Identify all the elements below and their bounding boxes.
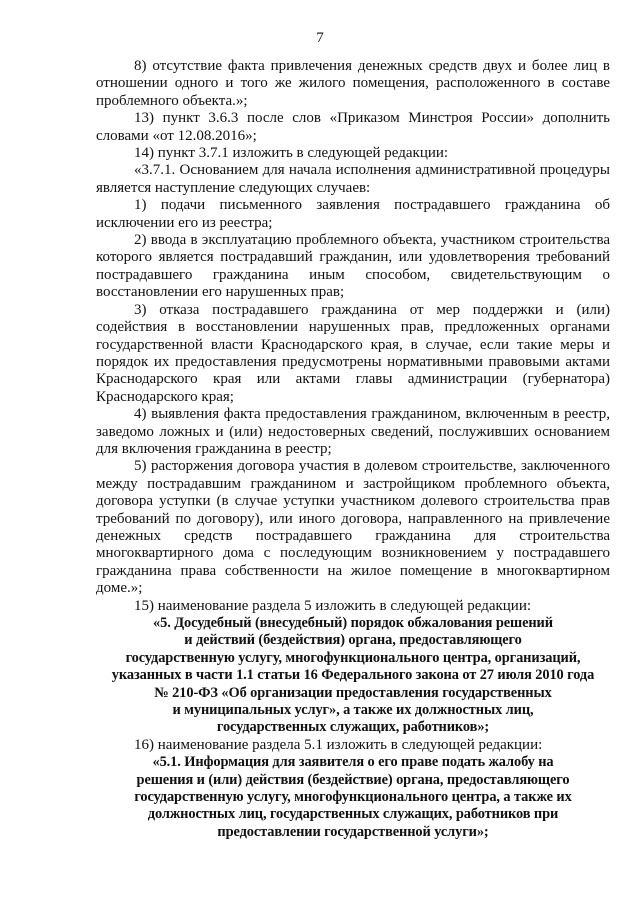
page-number: 7 xyxy=(316,30,324,46)
paragraph-case-5: 5) расторжения договора участия в долевом строительстве, заключенного между пострадавшим гражданином и застройщиком проблемного объекта, договора уступки (в случае уступки участником долевого строительства прав требований по договору), или иного договора, направленного на привлечение денежных средств пострадавшего гражданина для строительства многоквартирного дома с последующим возникновением у пострадавшего гражданина права собственности на жилое помещение в многоквартирном доме.»; xyxy=(96,458,610,597)
paragraph-item-16: 16) наименование раздела 5.1 изложить в следующей редакции: xyxy=(134,736,543,753)
document-body xyxy=(96,58,610,841)
paragraph-3-7-1-intro: «3.7.1. Основанием для начала исполнения административной процедуры является наступление следующих случаев: xyxy=(96,162,610,196)
section-5-title-line: № 210-ФЗ «Об организации предоставления государственных xyxy=(154,684,552,701)
section-5-title xyxy=(96,615,610,737)
section-5-1-title-line: предоставлении государственной услуги»; xyxy=(217,823,489,840)
section-5-title-line: и действий (бездействия) органа, предоставляющего xyxy=(184,632,522,649)
paragraph-case-4: 4) выявления факта предоставления гражданином, включенным в реестр, заведомо ложных и (или) недостоверных сведений, послуживших основанием для включения гражданина в реестр; xyxy=(96,406,610,457)
section-5-1-title-line: «5.1. Информация для заявителя о его праве подать жалобу на xyxy=(152,754,554,771)
section-5-title-line: указанных в части 1.1 статьи 16 Федерального закона от 27 июля 2010 года xyxy=(111,667,595,684)
section-5-1-title xyxy=(96,754,610,841)
paragraph-item-15: 15) наименование раздела 5 изложить в следующей редакции: xyxy=(134,597,532,614)
paragraph-case-1: 1) подачи письменного заявления пострадавшего гражданина об исключении его из реестра; xyxy=(96,197,610,231)
paragraph-item-14: 14) пункт 3.7.1 изложить в следующей редакции: xyxy=(134,145,449,162)
section-5-1-title-line: государственную услугу, многофункционального центра, а также их xyxy=(134,789,572,806)
section-5-1-title-line: решения и (или) действия (бездействие) органа, предоставляющего xyxy=(136,771,570,788)
section-5-1-title-line: должностных лиц, государственных служащих, работников при xyxy=(147,806,559,823)
paragraph-case-2: 2) ввода в эксплуатацию проблемного объекта, участником строительства которого является пострадавший гражданин, или удовлетворения требований пострадавшего гражданина иным способом, свидетельствующим о восстановлении его нарушенных прав; xyxy=(96,232,610,301)
section-5-title-line: государственных служащих, работников»; xyxy=(216,719,490,736)
section-5-title-line: «5. Досудебный (внесудебный) порядок обжалования решений xyxy=(153,615,553,631)
section-5-title-line: и муниципальных услуг», а также их должностных лиц, xyxy=(172,702,534,719)
paragraph-item-8: 8) отсутствие факта привлечения денежных средств двух и более лиц в отношении одного и того же жилого помещения, расположенного в составе проблемного объекта.»; xyxy=(96,58,610,109)
section-5-title-line: государственную услугу, многофункционального центра, организаций, xyxy=(125,649,581,666)
paragraph-item-13: 13) пункт 3.6.3 после слов «Приказом Минстроя России» дополнить словами «от 12.08.2016»; xyxy=(96,110,610,144)
paragraph-case-3: 3) отказа пострадавшего гражданина от мер поддержки и (или) содействия в восстановлении нарушенных прав, предложенных органами государственной власти Краснодарского края, в случае, если такие меры и порядок их предоставления предусмотрены нормативными правовыми актами Краснодарского края или актами главы администрации (губернатора) Краснодарского края; xyxy=(96,301,610,405)
